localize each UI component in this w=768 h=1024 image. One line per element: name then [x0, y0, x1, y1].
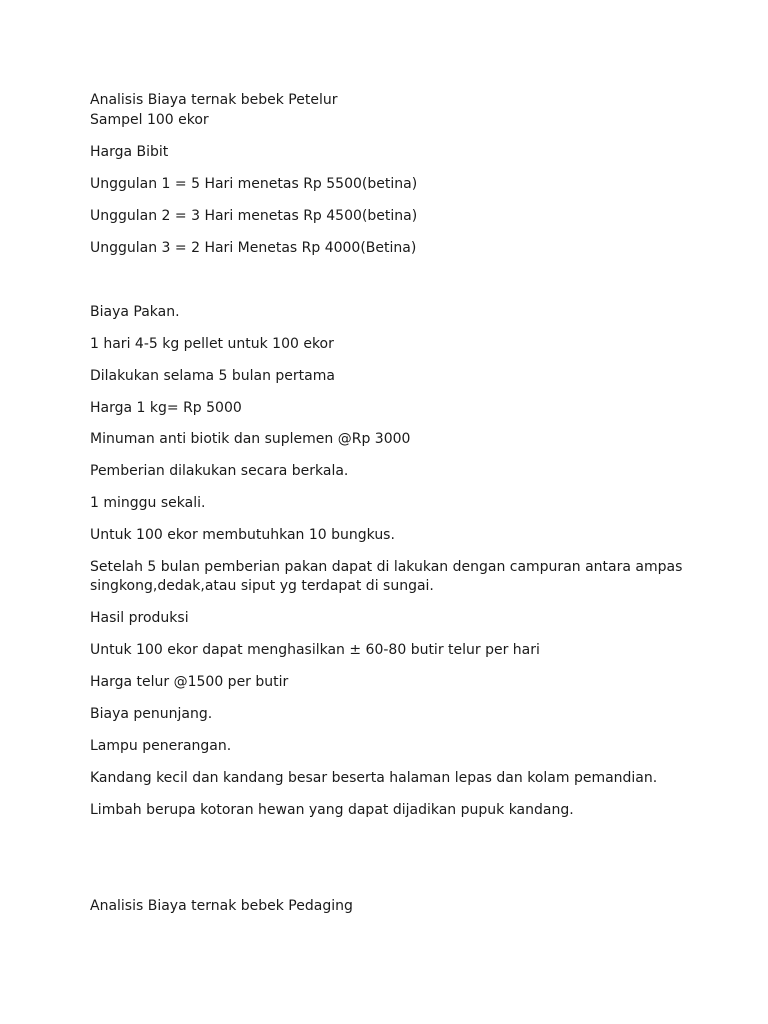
feed-line-7: Untuk 100 ekor membutuhkan 10 bungkus. [90, 527, 395, 543]
document-title: Analisis Biaya ternak bebek Petelur [90, 92, 338, 108]
support-line-1: Lampu penerangan. [90, 738, 232, 754]
seed-price-heading: Harga Bibit [90, 144, 169, 160]
production-heading: Hasil produksi [90, 610, 189, 626]
feed-line-2: Dilakukan selama 5 bulan pertama [90, 368, 335, 384]
feed-line-3: Harga 1 kg= Rp 5000 [90, 400, 242, 416]
seed-item-1: Unggulan 1 = 5 Hari menetas Rp 5500(betina) [90, 176, 418, 192]
sample-size: Sampel 100 ekor [90, 112, 209, 128]
production-line-1: Untuk 100 ekor dapat menghasilkan ± 60-80 butir telur per hari [90, 642, 540, 658]
feed-line-1: 1 hari 4-5 kg pellet untuk 100 ekor [90, 336, 334, 352]
seed-item-2: Unggulan 2 = 3 Hari menetas Rp 4500(betina) [90, 208, 418, 224]
after-five-months-paragraph: Setelah 5 bulan pemberian pakan dapat di lakukan dengan campuran antara ampas singkong,dedak,atau siput yg terdapat di sungai. [90, 559, 683, 594]
feed-line-4: Minuman anti biotik dan suplemen @Rp 3000 [90, 431, 411, 447]
second-document-title: Analisis Biaya ternak bebek Pedaging [90, 898, 353, 914]
seed-item-3: Unggulan 3 = 2 Hari Menetas Rp 4000(Betina) [90, 240, 417, 256]
support-line-2: Kandang kecil dan kandang besar beserta halaman lepas dan kolam pemandian. [90, 770, 658, 786]
support-line-3: Limbah berupa kotoran hewan yang dapat dijadikan pupuk kandang. [90, 802, 574, 818]
feed-heading: Biaya Pakan. [90, 304, 180, 320]
support-heading: Biaya penunjang. [90, 706, 213, 722]
feed-line-5: Pemberian dilakukan secara berkala. [90, 463, 349, 479]
production-line-2: Harga telur @1500 per butir [90, 674, 289, 690]
feed-line-6: 1 minggu sekali. [90, 495, 206, 511]
